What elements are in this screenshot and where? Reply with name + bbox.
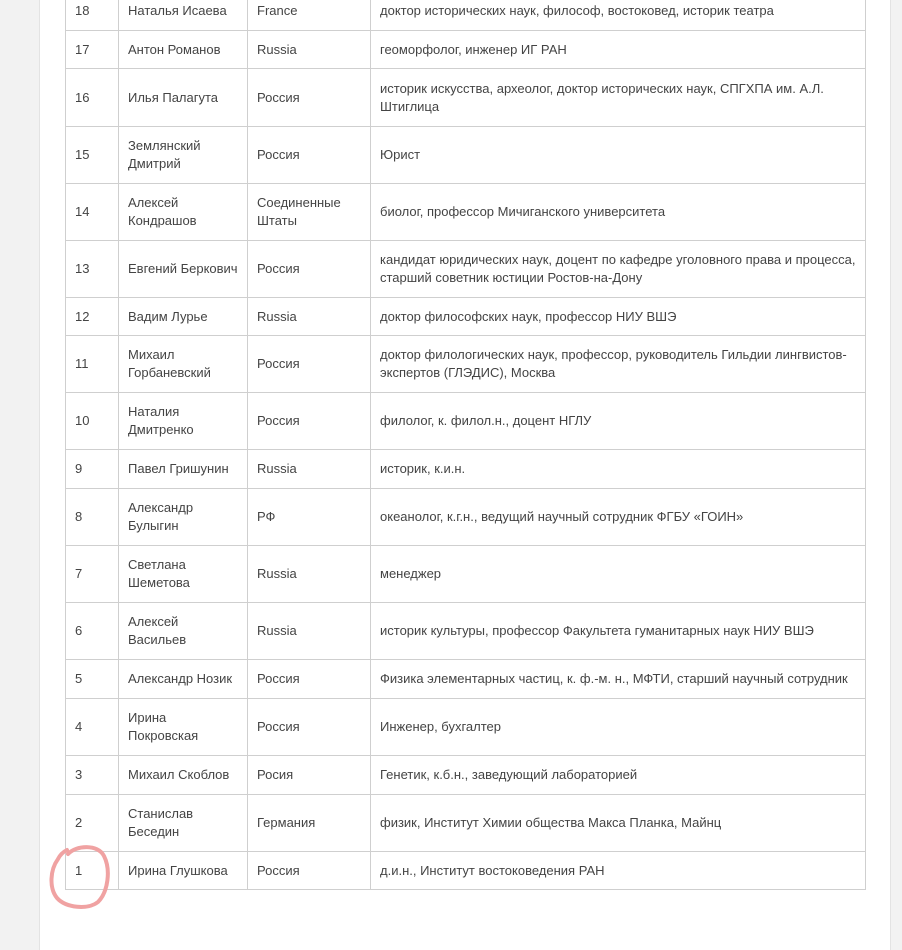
row-number: 8 bbox=[66, 489, 119, 546]
signer-description: Инженер, бухгалтер bbox=[371, 699, 866, 756]
row-number: 18 bbox=[66, 0, 119, 31]
row-number: 17 bbox=[66, 31, 119, 69]
signer-country: Russia bbox=[248, 603, 371, 660]
signer-name: Светлана Шеметова bbox=[119, 546, 248, 603]
signer-description: физик, Институт Химии общества Макса Планка, Майнц bbox=[371, 795, 866, 852]
signer-description: биолог, профессор Мичиганского университета bbox=[371, 184, 866, 241]
signer-description: Юрист bbox=[371, 127, 866, 184]
signer-country: France bbox=[248, 0, 371, 31]
signer-description: кандидат юридических наук, доцент по кафедре уголовного права и процесса, старший советник юстиции Ростов-на-Дону bbox=[371, 241, 866, 298]
table-row bbox=[66, 393, 866, 450]
table-row bbox=[66, 298, 866, 336]
signer-description: историк культуры, профессор Факультета гуманитарных наук НИУ ВШЭ bbox=[371, 603, 866, 660]
signer-description: историк искусства, археолог, доктор исторических наук, СПГХПА им. А.Л. Штиглица bbox=[371, 69, 866, 127]
signer-name: Станислав Беседин bbox=[119, 795, 248, 852]
signer-country: Россия bbox=[248, 660, 371, 699]
table-row bbox=[66, 660, 866, 699]
signer-name: Ирина Глушкова bbox=[119, 852, 248, 890]
signer-name: Павел Гришунин bbox=[119, 450, 248, 489]
row-number: 2 bbox=[66, 795, 119, 852]
signer-name: Михаил Горбаневский bbox=[119, 336, 248, 393]
table-row bbox=[66, 241, 866, 298]
signatories-table bbox=[65, 0, 866, 890]
row-number: 6 bbox=[66, 603, 119, 660]
signer-name: Землянский Дмитрий bbox=[119, 127, 248, 184]
signer-description: доктор философских наук, профессор НИУ ВШЭ bbox=[371, 298, 866, 336]
row-number: 4 bbox=[66, 699, 119, 756]
signer-name: Вадим Лурье bbox=[119, 298, 248, 336]
table-row bbox=[66, 450, 866, 489]
signer-name: Михаил Скоблов bbox=[119, 756, 248, 795]
table-row bbox=[66, 31, 866, 69]
table-row bbox=[66, 603, 866, 660]
table-row bbox=[66, 69, 866, 127]
signer-country: РФ bbox=[248, 489, 371, 546]
signer-country: Russia bbox=[248, 31, 371, 69]
signer-description: геоморфолог, инженер ИГ РАН bbox=[371, 31, 866, 69]
row-number: 16 bbox=[66, 69, 119, 127]
row-number: 1 bbox=[66, 852, 119, 890]
table-row bbox=[66, 699, 866, 756]
signer-country: Россия bbox=[248, 241, 371, 298]
signer-country: Росия bbox=[248, 756, 371, 795]
row-number: 10 bbox=[66, 393, 119, 450]
signer-name: Ирина Покровская bbox=[119, 699, 248, 756]
signer-name: Александр Булыгин bbox=[119, 489, 248, 546]
table-row bbox=[66, 127, 866, 184]
signer-description: историк, к.и.н. bbox=[371, 450, 866, 489]
table-row bbox=[66, 852, 866, 890]
row-number: 9 bbox=[66, 450, 119, 489]
signer-country: Россия bbox=[248, 852, 371, 890]
signer-name: Антон Романов bbox=[119, 31, 248, 69]
row-number: 11 bbox=[66, 336, 119, 393]
signer-country: Германия bbox=[248, 795, 371, 852]
signer-country: Соединенные Штаты bbox=[248, 184, 371, 241]
row-number: 5 bbox=[66, 660, 119, 699]
row-number: 15 bbox=[66, 127, 119, 184]
table-row bbox=[66, 0, 866, 31]
signer-description: д.и.н., Институт востоковедения РАН bbox=[371, 852, 866, 890]
signer-country: Россия bbox=[248, 699, 371, 756]
signer-country: Russia bbox=[248, 450, 371, 489]
table-row bbox=[66, 546, 866, 603]
signer-description: доктор исторических наук, философ, востоковед, историк театра bbox=[371, 0, 866, 31]
signer-description: Физика элементарных частиц, к. ф.-м. н., МФТИ, старший научный сотрудник bbox=[371, 660, 866, 699]
table-row bbox=[66, 184, 866, 241]
row-number: 3 bbox=[66, 756, 119, 795]
signer-description: Генетик, к.б.н., заведующий лабораторией bbox=[371, 756, 866, 795]
row-number: 14 bbox=[66, 184, 119, 241]
signer-country: Russia bbox=[248, 298, 371, 336]
signer-country: Россия bbox=[248, 69, 371, 127]
signer-name: Наталья Исаева bbox=[119, 0, 248, 31]
signer-name: Наталия Дмитренко bbox=[119, 393, 248, 450]
signer-country: Россия bbox=[248, 336, 371, 393]
signer-country: Россия bbox=[248, 127, 371, 184]
row-number: 12 bbox=[66, 298, 119, 336]
signer-country: Россия bbox=[248, 393, 371, 450]
signer-name: Илья Палагута bbox=[119, 69, 248, 127]
table-row bbox=[66, 489, 866, 546]
signer-description: филолог, к. филол.н., доцент НГЛУ bbox=[371, 393, 866, 450]
signer-description: менеджер bbox=[371, 546, 866, 603]
signer-name: Алексей Васильев bbox=[119, 603, 248, 660]
row-number: 13 bbox=[66, 241, 119, 298]
signer-country: Russia bbox=[248, 546, 371, 603]
table-row bbox=[66, 795, 866, 852]
table-row bbox=[66, 756, 866, 795]
signer-name: Алексей Кондрашов bbox=[119, 184, 248, 241]
signer-description: океанолог, к.г.н., ведущий научный сотрудник ФГБУ «ГОИН» bbox=[371, 489, 866, 546]
signer-name: Александр Нозик bbox=[119, 660, 248, 699]
signer-description: доктор филологических наук, профессор, руководитель Гильдии лингвистов-экспертов (ГЛЭДИС), Москва bbox=[371, 336, 866, 393]
row-number: 7 bbox=[66, 546, 119, 603]
signer-name: Евгений Беркович bbox=[119, 241, 248, 298]
table-row bbox=[66, 336, 866, 393]
